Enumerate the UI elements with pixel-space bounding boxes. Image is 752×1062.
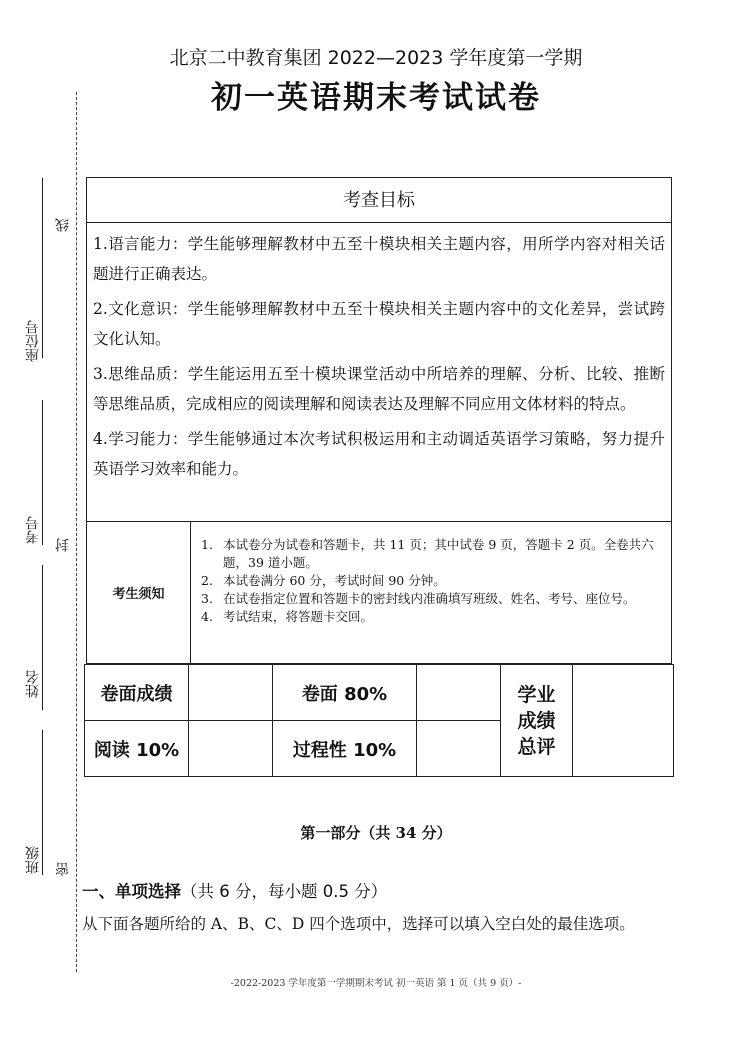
exam-number-label: 考号 xyxy=(25,516,41,544)
paper-80-label: 卷面 80% xyxy=(273,665,417,721)
score-table xyxy=(84,664,674,777)
objective-item: 1.语言能力：学生能够理解教材中五至十模块相关主题内容，用所学内容对相关话题进行正确表达。 xyxy=(93,235,665,283)
part-heading: 第一部分（共 34 分） xyxy=(300,824,452,842)
notice-number: 1. xyxy=(201,537,213,552)
paper-score-label: 卷面成绩 xyxy=(85,665,189,721)
reading-10-label: 阅读 10% xyxy=(85,721,189,777)
binding-mark-seal: 封 xyxy=(55,538,71,552)
page-footer: -2022-2023 学年度第一学期期末考试 初一英语 第 1 页（共 9 页）- xyxy=(230,978,522,989)
section-instruction: 从下面各题所给的 A、B、C、D 四个选项中，选择可以填入空白处的最佳选项。 xyxy=(82,915,635,933)
final-grade-line: 总评 xyxy=(517,735,556,758)
exam-title: 初一英语期末考试试卷 xyxy=(211,80,541,116)
final-grade-line: 学业 xyxy=(517,683,556,706)
notice-text: 本试卷满分 60 分，考试时间 90 分钟。 xyxy=(223,573,446,588)
paper-80-cell[interactable] xyxy=(417,665,501,721)
objective-item: 4.学习能力：学生能够通过本次考试积极运用和主动调适英语学习策略，努力提升英语学习效率和能力。 xyxy=(93,430,665,478)
class-field[interactable] xyxy=(42,730,43,875)
notice-text: 本试卷分为试卷和答题卡，共 11 页；其中试卷 9 页，答题卡 2 页。全卷共六题，39 道小题。 xyxy=(223,537,654,570)
final-grade-cell[interactable] xyxy=(573,665,674,777)
student-name-label: 姓名 xyxy=(25,670,41,698)
objectives-box xyxy=(86,177,672,522)
process-10-label: 过程性 10% xyxy=(273,721,417,777)
process-10-cell[interactable] xyxy=(417,721,501,777)
objective-item: 2.文化意识：学生能够理解教材中五至十模块相关主题内容中的文化差异，尝试跨文化认知。 xyxy=(93,300,665,348)
notice-item xyxy=(201,608,663,626)
notice-item xyxy=(201,590,663,608)
student-name-field[interactable] xyxy=(42,565,43,710)
section-heading xyxy=(82,878,387,902)
notice-text: 考试结束，将答题卡交回。 xyxy=(223,609,374,624)
seat-number-field[interactable] xyxy=(42,178,43,358)
exam-number-field[interactable] xyxy=(42,400,43,545)
seat-number-label: 座位号 xyxy=(25,320,41,362)
notice-number: 3. xyxy=(201,591,213,606)
objectives-heading: 考查目标 xyxy=(87,178,671,223)
final-grade-line: 成绩 xyxy=(517,709,556,732)
notice-text: 在试卷指定位置和答题卡的密封线内准确填写班级、姓名、考号、座位号。 xyxy=(223,591,636,606)
notice-number: 2. xyxy=(201,573,213,588)
reading-10-cell[interactable] xyxy=(189,721,273,777)
exam-subtitle: 北京二中教育集团 2022—2023 学年度第一学期 xyxy=(169,47,583,69)
class-label: 班级 xyxy=(25,846,41,874)
paper-score-cell[interactable] xyxy=(189,665,273,721)
notice-item xyxy=(201,572,663,590)
notice-label: 考生须知 xyxy=(87,522,191,663)
notice-number: 4. xyxy=(201,609,213,624)
binding-mark-line: 线 xyxy=(55,218,71,232)
binding-mark-secret: 密 xyxy=(55,862,71,876)
final-grade-label xyxy=(501,665,573,777)
objective-item: 3.思维品质：学生能运用五至十模块课堂活动中所培养的理解、分析、比较、推断等思维品质，完成相应的阅读理解和阅读表达及理解不同应用文体材料的特点。 xyxy=(93,365,665,413)
notice-list xyxy=(191,522,671,663)
candidate-notice-table xyxy=(86,522,672,664)
objectives-list xyxy=(87,223,671,484)
section-points: （共 6 分，每小题 0.5 分） xyxy=(181,882,388,901)
section-title: 一、单项选择 xyxy=(82,882,181,901)
notice-item xyxy=(201,536,663,572)
